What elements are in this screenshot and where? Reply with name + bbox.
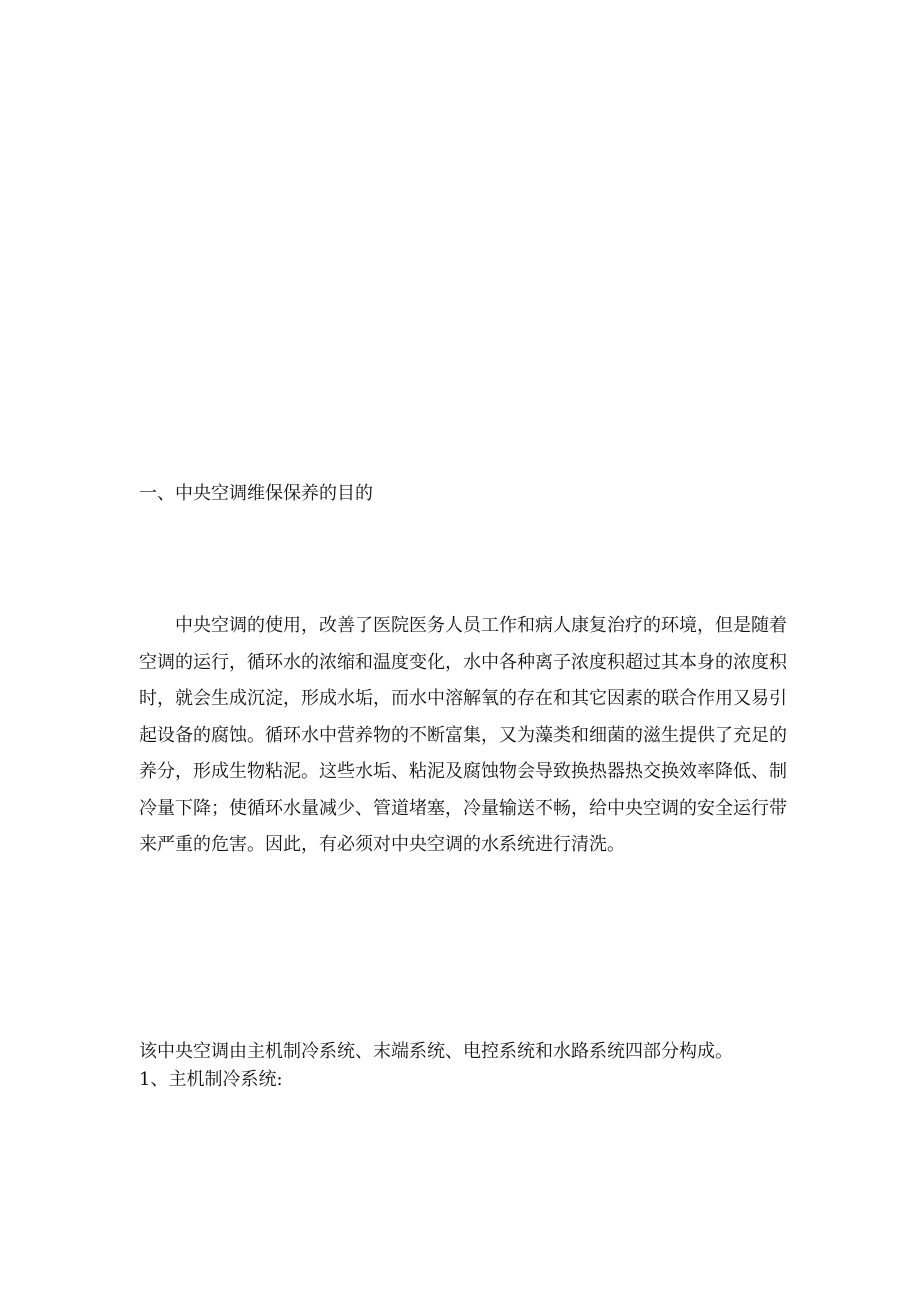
body-paragraph: 中央空调的使用，改善了医院医务人员工作和病人康复治疗的环境，但是随着空调的运行，循环水的浓缩和温度变化，水中各种离子浓度积超过其本身的浓度积时，就会生成沉淀，形成水垢，而水中溶解氧的存在和其它因素的联合作用又易引起设备的腐蚀。循环水中营养物的不断富集，又为藻类和细菌的滋生提供了充足的养分，形成生物粘泥。这些水垢、粘泥及腐蚀物会导致换热器热交换效率降低、制冷量下降；使循环水量减少、管道堵塞，冷量输送不畅，给中央空调的安全运行带来严重的危害。因此，有必须对中央空调的水系统进行清洗。 [139, 615, 787, 855]
subheading-main-refrigeration-system: 1、主机制冷系统: [139, 1069, 283, 1090]
section-heading: 一、中央空调维保保养的目的 [139, 483, 373, 504]
composition-sentence: 该中央空调由主机制冷系统、末端系统、电控系统和水路系统四部分构成。 [139, 1041, 733, 1062]
